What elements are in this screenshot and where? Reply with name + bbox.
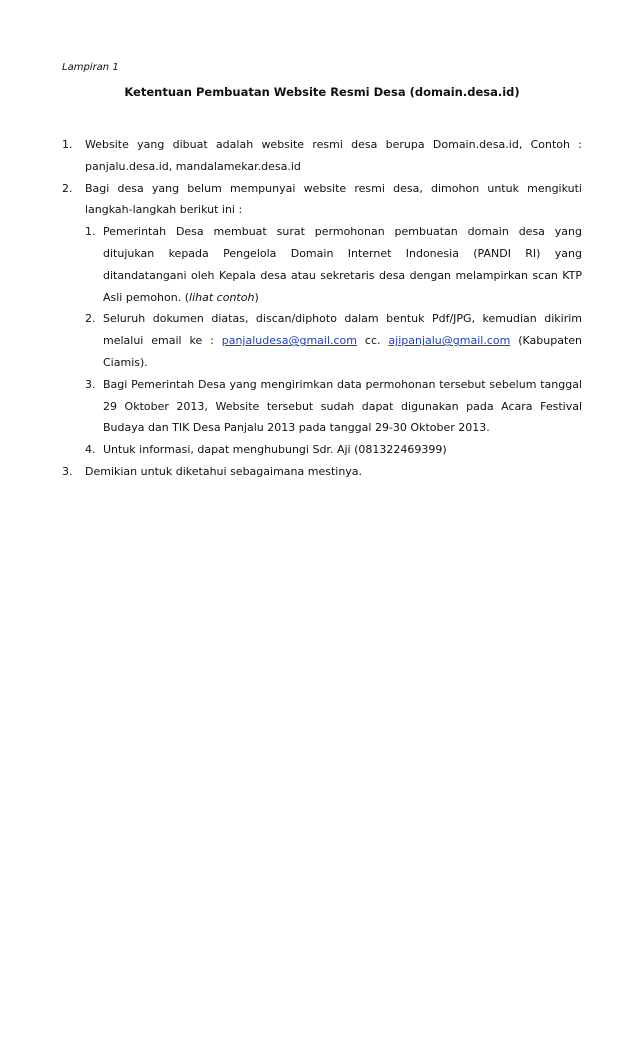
list-item-number: 2. [62,181,73,195]
cc-text: cc. [357,334,389,348]
document-title: Ketentuan Pembuatan Website Resmi Desa (domain.desa.id) [124,85,520,99]
email-link-ajipanjalu[interactable]: ajipanjalu@gmail.com [388,334,511,348]
sub-list-item-text: Pemerintah Desa membuat surat permohonan pembuatan domain desa yang ditujukan kepada Pengelola Domain Internet Indonesia (PANDI RI) yang ditandatangani oleh Kepala desa atau sekretaris desa dengan melampirkan scan KTP Asli pemohon. ( [103,225,582,304]
sub-list-item-number: 3. [85,377,96,391]
list-item-text: Bagi desa yang belum mempunyai website resmi desa, dimohon untuk mengikuti langkah-langkah berikut ini : [85,181,582,217]
sub-list-item [85,374,582,439]
sub-list-item-number: 1. [85,225,96,239]
see-example-note: lihat contoh [189,290,255,304]
list-item-text: Demikian untuk diketahui sebagaimana mestinya. [85,464,363,478]
sub-list-item-text-end: ) [254,290,259,304]
email-link-panjaludesa[interactable]: panjaludesa@gmail.com [221,334,358,348]
list-item-number: 1. [62,138,73,151]
sub-list-item [85,221,582,308]
sub-list-item-number: 4. [85,443,96,457]
sub-list [85,221,582,461]
sub-list-item-text: Untuk informasi, dapat menghubungi Sdr. Aji (081322469399) [103,443,447,457]
list-item [64,461,582,483]
list-item [64,178,582,461]
list-item-number: 3. [62,464,73,478]
document-body [62,134,582,483]
sub-list-item-text-end: (Kabupaten Ciamis). [103,334,583,369]
sub-list-item-text: Seluruh dokumen diatas, discan/diphoto dalam bentuk Pdf/JPG, kemudian dikirim melalui email ke : [103,312,582,348]
sub-list-item-text: Bagi Pemerintah Desa yang mengirimkan data permohonan tersebut sebelum tanggal 29 Oktober 2013, Website tersebut sudah dapat digunakan pada Acara Festival Budaya dan TIK Desa Panjalu 2013 pada tanggal 29-30 Oktober 2013. [103,377,582,435]
list-item-text: Website yang dibuat adalah website resmi desa berupa Domain.desa.id, Contoh : panjalu.desa.id, mandalamekar.desa.id [85,138,582,173]
main-list [62,134,582,483]
sub-list-item [85,439,582,461]
list-item [64,134,582,178]
sub-list-item [85,308,582,373]
sub-list-item-number: 2. [85,312,96,326]
attachment-label: Lampiran 1 [62,62,119,73]
